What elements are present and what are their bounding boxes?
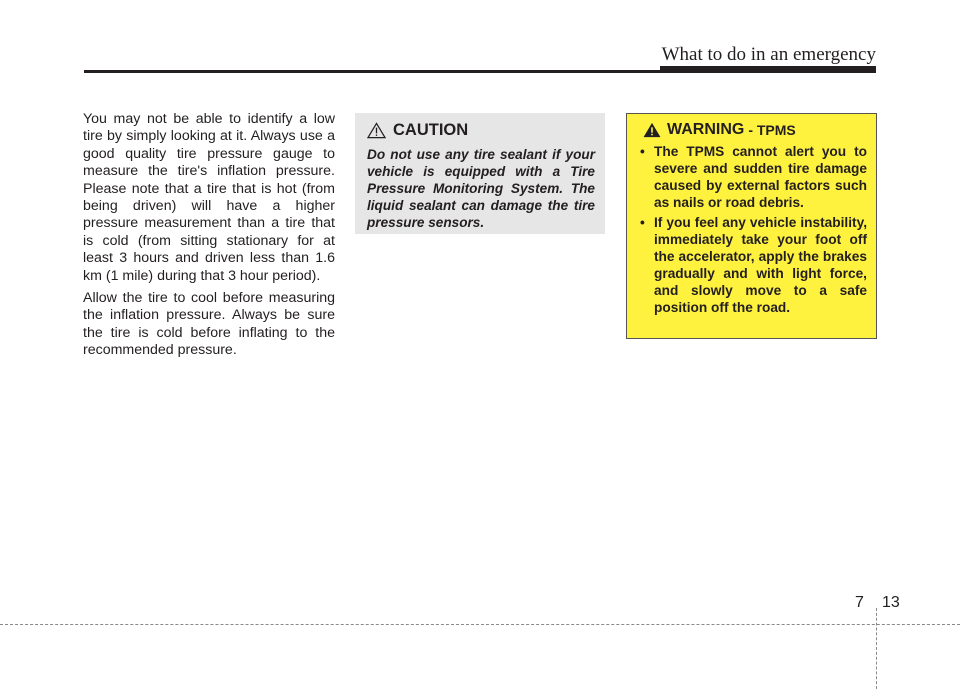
warning-item: • The TPMS cannot alert you to severe and sudden tire damage caused by external factors such as nails or road debris. [635,143,867,211]
warning-triangle-icon [643,122,661,138]
warning-header [643,121,867,139]
footer-dashed-rule [0,624,960,625]
warning-subtitle: - TPMS [748,122,796,138]
warning-box [626,113,877,339]
page-number: 13 [882,594,900,611]
caution-text: Do not use any tire sealant if your vehicle is equipped with a Tire Pressure Monitoring System. The liquid sealant can damage the tire pressure sensors. [367,147,595,230]
body-paragraph: Allow the tire to cool before measuring the inflation pressure. Always be sure the tire is cold before inflating to the recommended pressure. [83,290,335,359]
header-title: What to do in an emergency [661,44,876,65]
footer-divider [876,608,877,689]
caution-header [367,121,595,140]
warning-list [635,143,867,316]
caution-box [355,113,605,234]
page-chapter: 7 [855,594,864,611]
caution-title: CAUTION [393,121,469,139]
warning-title: WARNING [667,121,745,138]
header-bar [660,66,876,73]
warning-triangle-icon [367,122,386,139]
warning-item: • If you feel any vehicle instability, immediately take your foot off the accelerator, apply the brakes gradually and with light force, and slowly move to a safe position off the road. [635,214,867,316]
header-rule [84,70,662,73]
body-paragraph: You may not be able to identify a low tire by simply looking at it. Always use a good quality tire pressure gauge to measure the tire's inflation pressure. Please note that a tire that is hot (from being driven) will have a higher pressure measurement than a tire that is cold (from sitting stationary for at least 3 hours and driven less than 1.6 km (1 mile) during that 3 hour period). [83,111,335,284]
body-text [83,111,335,365]
